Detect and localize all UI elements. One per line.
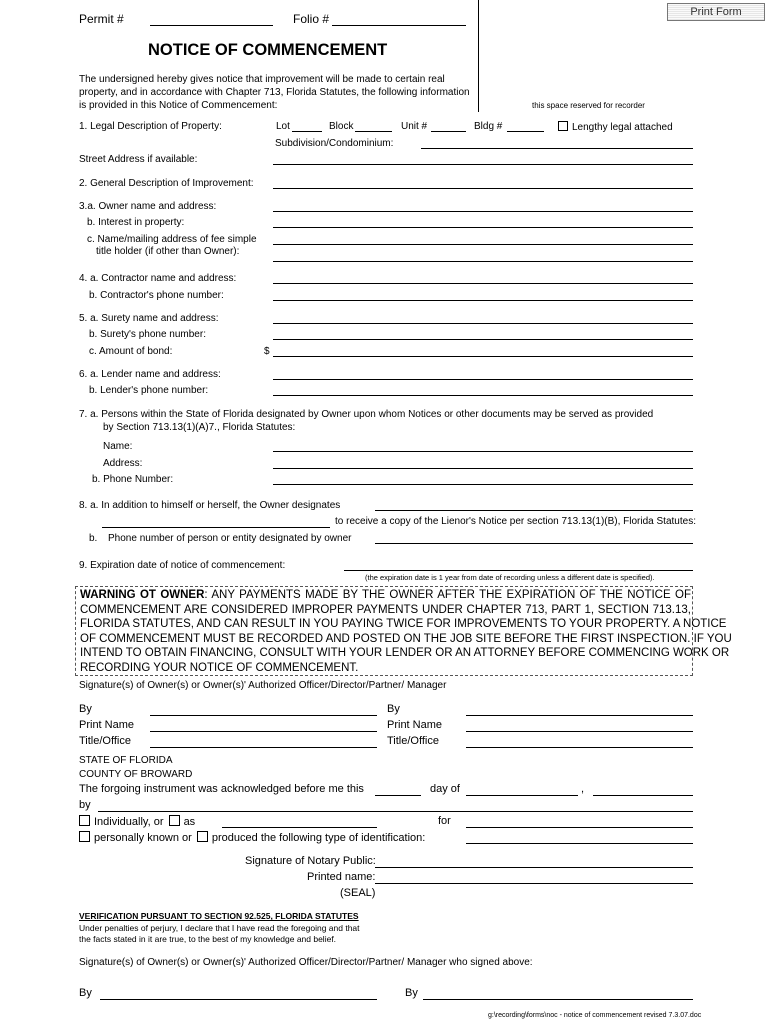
produced-id-label: produced the following type of identification: xyxy=(211,832,426,844)
title-office-label-right: Title/Office xyxy=(387,735,439,747)
item3c-label-1: c. Name/mailing address of fee simple xyxy=(87,234,257,245)
bond-amount-field[interactable] xyxy=(273,356,693,357)
print-name-label-left: Print Name xyxy=(79,719,135,731)
folio-field[interactable] xyxy=(332,25,466,26)
printed-name-label: Printed name: xyxy=(307,871,376,883)
print-name-label-right: Print Name xyxy=(387,719,443,731)
item3a-label: 3.a. Owner name and address: xyxy=(79,201,217,212)
permit-label: Permit # xyxy=(79,12,124,26)
improvement-field[interactable] xyxy=(273,188,693,189)
lot-field[interactable] xyxy=(292,131,322,132)
item5b-label: b. Surety's phone number: xyxy=(89,329,206,340)
item7-phone-label: b. Phone Number: xyxy=(92,474,174,485)
intro-line-1: The undersigned hereby gives notice that improvement will be made to certain real xyxy=(79,74,445,85)
final-by-label-right: By xyxy=(405,987,418,999)
individually-checkbox[interactable] xyxy=(79,815,90,826)
print-name-field-left[interactable] xyxy=(150,731,377,732)
individually-option[interactable] xyxy=(79,815,195,828)
intro-line-2: property, and in accordance with Chapter 713, Florida Statutes, the following information xyxy=(79,87,470,98)
notary-signature-field[interactable] xyxy=(375,867,693,868)
by-label-right: By xyxy=(387,703,400,715)
warning-heading: WARNING OT OWNER xyxy=(80,589,205,601)
for-field[interactable] xyxy=(466,827,693,828)
date-comma: , xyxy=(581,783,585,795)
bldg-label: Bldg # xyxy=(474,121,503,132)
final-by-field-left[interactable] xyxy=(100,999,377,1000)
notary-signature-label: Signature of Notary Public: xyxy=(245,855,376,867)
designee-address-field[interactable] xyxy=(273,468,693,469)
owner-field[interactable] xyxy=(273,211,693,212)
item8-receive-text: to receive a copy of the Lienor's Notice per section 713.13(1)(B), Florida Statutes: xyxy=(335,516,696,527)
lender-field[interactable] xyxy=(273,379,693,380)
print-form-button[interactable]: Print Form xyxy=(667,3,765,21)
state-label: STATE OF FLORIDA xyxy=(79,755,173,766)
item7-address-label: Address: xyxy=(103,458,143,469)
bldg-field[interactable] xyxy=(507,131,544,132)
warning-line1-text: : ANY PAYMENTS MADE BY THE OWNER AFTER THE EXPIRATION OF THE NOTICE OF xyxy=(204,589,691,601)
recorder-note: this space reserved for recorder xyxy=(532,101,645,110)
warning-line-3: FLORIDA STATUTES, AND CAN RESULT IN YOU PAYING TWICE FOR IMPROVEMENTS TO YOUR PROPERTY. A NOTICE xyxy=(80,618,727,630)
warning-box xyxy=(75,586,732,676)
item7-name-label: Name: xyxy=(103,441,133,452)
lengthy-legal-option[interactable] xyxy=(558,121,673,133)
produced-id-checkbox[interactable] xyxy=(197,831,208,842)
signature-heading: Signature(s) of Owner(s) or Owner(s)' Authorized Officer/Director/Partner/ Manager xyxy=(79,680,447,691)
interest-field[interactable] xyxy=(273,227,693,228)
for-label: for xyxy=(438,815,451,827)
warning-line-5: INTEND TO OBTAIN FINANCING, CONSULT WITH YOUR LENDER OR AN ATTORNEY BEFORE COMMENCING WORK OR xyxy=(80,647,730,659)
folio-label: Folio # xyxy=(293,12,330,26)
by-field-right[interactable] xyxy=(466,715,693,716)
intro-line-3: is provided in this Notice of Commencement: xyxy=(79,100,278,111)
surety-field[interactable] xyxy=(273,323,693,324)
expiration-note: (the expiration date is 1 year from date of recording unless a different date is specified). xyxy=(365,573,655,582)
item7-line2: by Section 713.13(1)(A)7., Florida Statutes: xyxy=(103,422,296,433)
lengthy-legal-label: Lengthy legal attached xyxy=(572,122,673,133)
lot-label: Lot xyxy=(276,121,290,132)
lender-phone-field[interactable] xyxy=(273,395,693,396)
ack-month-field[interactable] xyxy=(466,795,578,796)
item5c-label: c. Amount of bond: xyxy=(89,346,173,357)
print-name-field-right[interactable] xyxy=(466,731,693,732)
as-field[interactable] xyxy=(222,827,377,828)
day-of-label: day of xyxy=(430,783,460,795)
warning-line-2: COMMENCEMENT ARE CONSIDERED IMPROPER PAYMENTS UNDER CHAPTER 713, PART 1, SECTION 713.13, xyxy=(80,603,691,616)
personally-known-label: personally known or xyxy=(94,832,192,844)
designee-phone-field[interactable] xyxy=(273,484,693,485)
unit-field[interactable] xyxy=(431,131,466,132)
by-field-left[interactable] xyxy=(150,715,377,716)
designee-name-field[interactable] xyxy=(273,451,693,452)
unit-label: Unit # xyxy=(401,121,428,132)
item3c-label-2: title holder (if other than Owner): xyxy=(96,246,240,257)
subdivision-label: Subdivision/Condominium: xyxy=(275,138,394,149)
item4a-label: 4. a. Contractor name and address: xyxy=(79,273,237,284)
county-label: COUNTY OF BROWARD xyxy=(79,769,193,780)
personally-known-checkbox[interactable] xyxy=(79,831,90,842)
fee-simple-field-2[interactable] xyxy=(273,261,693,262)
item6a-label: 6. a. Lender name and address: xyxy=(79,369,221,380)
street-address-field[interactable] xyxy=(273,164,693,165)
by-label-left: By xyxy=(79,703,92,715)
identification-field[interactable] xyxy=(466,843,693,844)
item1-label: 1. Legal Description of Property: xyxy=(79,121,222,132)
title-office-field-right[interactable] xyxy=(466,747,693,748)
final-by-field-right[interactable] xyxy=(423,999,693,1000)
recorder-space-border xyxy=(478,0,479,112)
footer-path: g:\recording\forms\noc - notice of commencement revised 7.3.07.doc xyxy=(488,1012,702,1019)
dollar-sign: $ xyxy=(264,346,270,357)
lengthy-legal-checkbox[interactable] xyxy=(558,121,568,131)
expiration-date-field[interactable] xyxy=(344,570,693,571)
item7-line1: 7. a. Persons within the State of Florida designated by Owner upon whom Notices or other documents may be served as provided xyxy=(79,409,654,420)
ack-year-field[interactable] xyxy=(593,795,693,796)
acknowledged-text: The forgoing instrument was acknowledged before me this xyxy=(79,783,364,795)
verification-line-2: the facts stated in it are true, to the best of my knowledge and belief. xyxy=(79,934,337,944)
street-address-label: Street Address if available: xyxy=(79,154,198,165)
final-by-label-left: By xyxy=(79,987,92,999)
item8b-text: Phone number of person or entity designated by owner xyxy=(108,533,352,544)
item5a-label: 5. a. Surety name and address: xyxy=(79,313,219,324)
final-signature-heading: Signature(s) of Owner(s) or Owner(s)' Authorized Officer/Director/Partner/ Manager who signed above: xyxy=(79,957,533,968)
contractor-phone-field[interactable] xyxy=(273,300,693,301)
ack-by-field[interactable] xyxy=(98,811,693,812)
contractor-field[interactable] xyxy=(273,283,693,284)
ack-day-field[interactable] xyxy=(375,795,421,796)
verification-heading: VERIFICATION PURSUANT TO SECTION 92.525, FLORIDA STATUTES xyxy=(79,911,359,921)
subdivision-field[interactable] xyxy=(421,148,693,149)
identification-option[interactable] xyxy=(79,831,425,844)
designee-phone-number-field[interactable] xyxy=(375,543,693,544)
item9-label: 9. Expiration date of notice of commencement: xyxy=(79,560,286,571)
as-checkbox[interactable] xyxy=(169,815,180,826)
individually-label: Individually, or xyxy=(94,816,164,828)
permit-field[interactable] xyxy=(150,25,273,26)
fee-simple-field-1[interactable] xyxy=(273,244,693,245)
item4b-label: b. Contractor's phone number: xyxy=(89,290,224,301)
owner-designates-field[interactable] xyxy=(375,510,693,511)
item8b-label: b. xyxy=(89,533,98,544)
as-label: as xyxy=(183,816,196,828)
item8a-label: 8. a. In addition to himself or herself, the Owner designates xyxy=(79,500,341,511)
surety-phone-field[interactable] xyxy=(273,339,693,340)
printed-name-field[interactable] xyxy=(375,883,693,884)
verification-line-1: Under penalties of perjury, I declare that I have read the foregoing and that xyxy=(79,923,360,933)
item2-label: 2. General Description of Improvement: xyxy=(79,178,254,189)
block-label: Block xyxy=(329,121,354,132)
warning-line-6: RECORDING YOUR NOTICE OF COMMENCEMENT. xyxy=(80,661,359,674)
warning-line-1 xyxy=(80,588,691,603)
item3b-label: b. Interest in property: xyxy=(87,217,185,228)
seal-label: (SEAL) xyxy=(340,887,376,899)
warning-line-4: OF COMMENCEMENT MUST BE RECORDED AND POSTED ON THE JOB SITE BEFORE THE FIRST INSPECTION. IF YOU xyxy=(80,632,732,645)
item6b-label: b. Lender's phone number: xyxy=(89,385,209,396)
title-office-field-left[interactable] xyxy=(150,747,377,748)
block-field[interactable] xyxy=(355,131,392,132)
title-office-label-left: Title/Office xyxy=(79,735,131,747)
designee-field[interactable] xyxy=(102,527,330,528)
page-title: NOTICE OF COMMENCEMENT xyxy=(148,41,388,59)
ack-by-label: by xyxy=(79,799,91,811)
